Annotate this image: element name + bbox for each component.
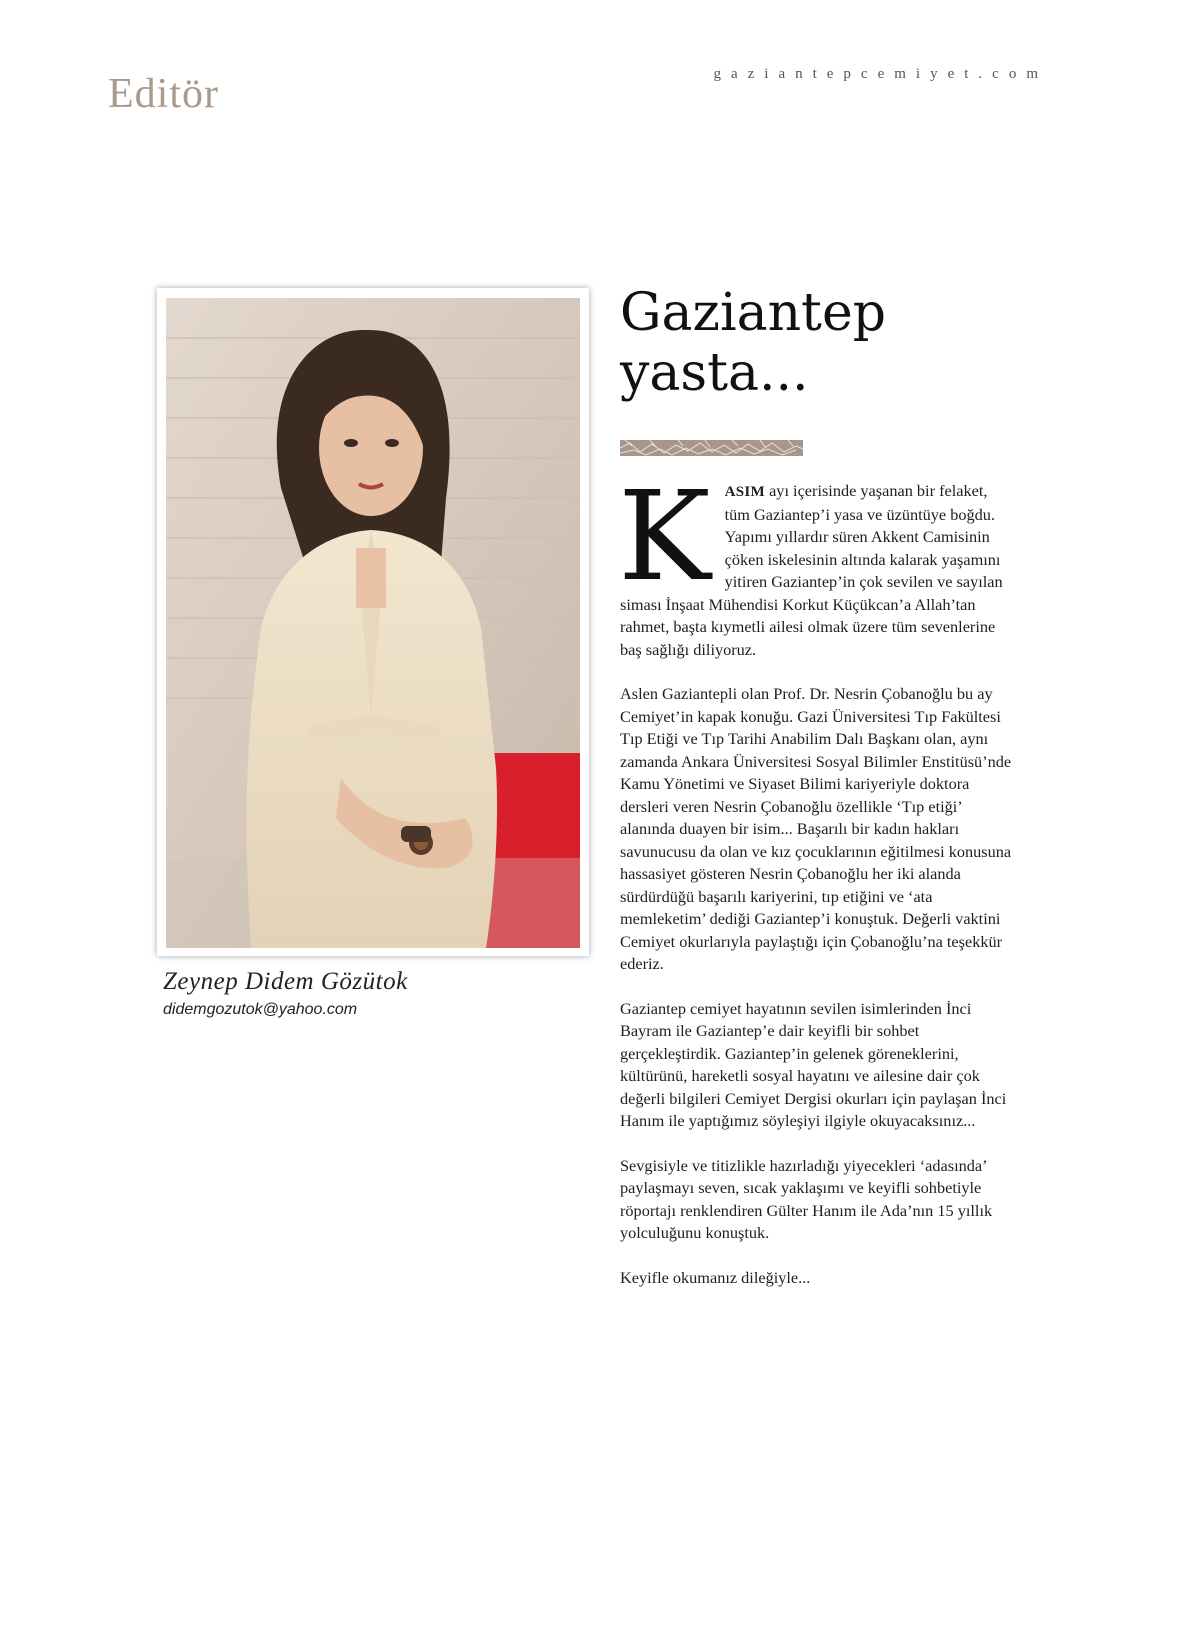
section-label: Editör [108, 71, 219, 117]
article-title: Gaziantep yasta... [620, 283, 887, 403]
site-url[interactable]: gaziantepcemiyet.com [713, 66, 1048, 82]
lead-word: ASIM [724, 484, 766, 500]
paragraph-4: Sevgisiyle ve titizlikle hazırladığı yiyecekleri ‘adasında’ paylaşmayı seven, sıcak yaklaşımı ve keyifli sohbetiyle röportajı renklendiren Gülter Hanım ile Ada’nın 15 yıllık yolculuğunu konuştuk. [620, 1155, 993, 1242]
paragraph-1-text: ayı içerisinde yaşanan bir felaket, tüm Gaziantep’i yasa ve üzüntüye boğdu. Yapımı yıllardır süren Akkent Camisinin çöken iskelesinin altında kalarak yaşamını yitiren Gaziantep’in çok sevilen ve sayılan siması İnşaat Mühendisi Korkut Küçükcan’a Allah’tan rahmet, başta kıymetli ailesi olmak üzere tüm sevenlerine baş sağlığı diliyoruz. [620, 481, 1003, 659]
paragraph-2: Aslen Gaziantepli olan Prof. Dr. Nesrin Çobanoğlu bu ay Cemiyet’in kapak konuğu. Gazi Üniversitesi Tıp Fakültesi Tıp Etiği ve Tıp Tarihi Anabilim Dalı Başkanı olan, aynı zamanda Ankara Üniversitesi Sosyal Bilimler Enstitüsü’nde Kamu Yönetimi ve Siyaset Bilimi kariyeriyle doktora dersleri veren Nesrin Çobanoğlu özellikle ‘Tıp etiği’ alanında duayen bir isim... Başarılı bir kadın hakları savunucusu da olan ve kız çocuklarının eğitilmesi konusuna hassasiyet gösteren Nesrin Çobanoğlu her iki alanda sürdürdüğü başarılı kariyerini, tıp etiğini ve ‘ata memleketim’ dediği Gaziantep’i konuştuk. Değerli vaktini Cemiyet okurlarıyla paylaştığı için Çobanoğlu’na teşekkür ederiz. [620, 684, 1012, 973]
article-body [618, 465, 1016, 1311]
author-name: Zeynep Didem Gözütok [163, 968, 408, 995]
editor-photo-frame [157, 288, 589, 956]
drop-cap: K [618, 465, 711, 609]
editor-photo [166, 298, 580, 948]
closing-line: Keyifle okumanız dileğiyle... [620, 1267, 811, 1287]
paragraph-3: Gaziantep cemiyet hayatının sevilen isimlerinden İnci Bayram ile Gaziantep’e dair keyifli bir sohbet gerçekleştirdik. Gaziantep’in gelenek göreneklerini, kültürünü, hareketli sosyal hayatını ve ailesine dair çok değerli bilgileri Cemiyet Dergisi okurları için paylaşan İnci Hanım ile yaptığımız söyleşiyi ilgiyle okuyacaksınız... [620, 998, 1007, 1130]
editor-portrait-image [166, 298, 580, 948]
paragraph-1 [618, 465, 1016, 661]
author-email[interactable]: didemgozutok@yahoo.com [163, 1001, 358, 1018]
decorative-ornament-bar [620, 440, 803, 456]
